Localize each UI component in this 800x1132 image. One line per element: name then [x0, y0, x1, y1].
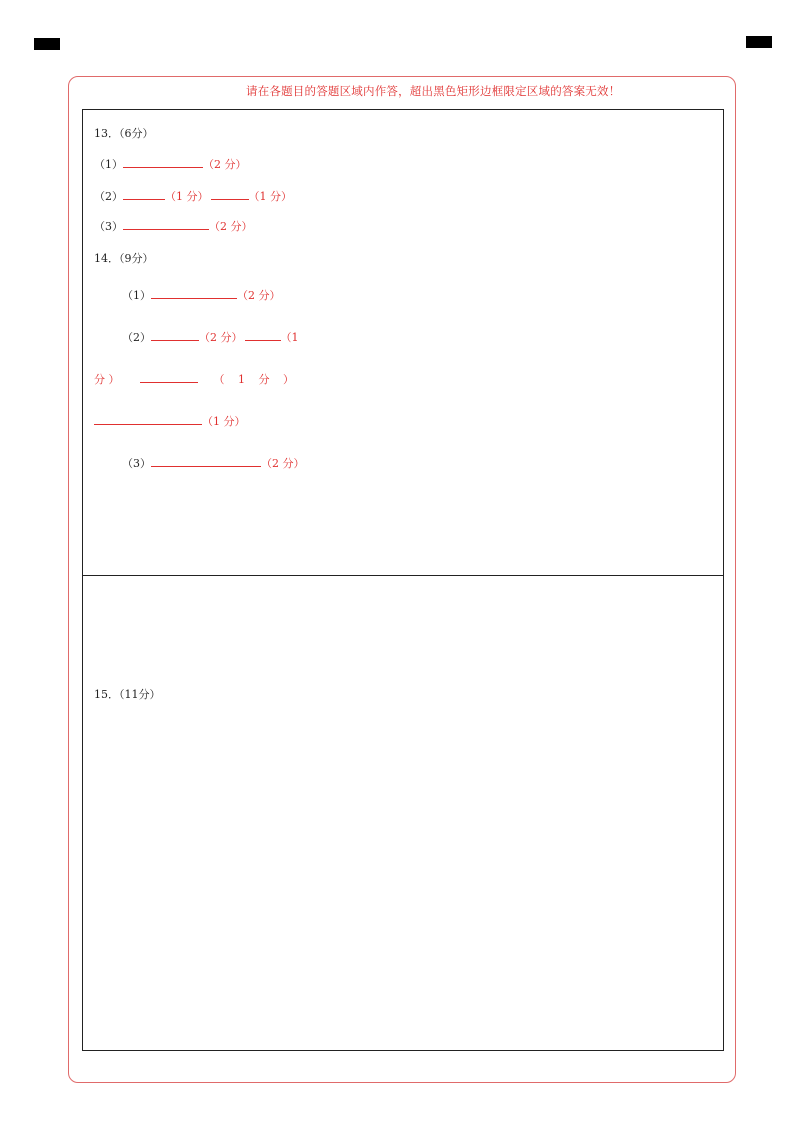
q13-part1-blank[interactable] — [123, 157, 203, 168]
q13-part3-label: （3） — [94, 220, 123, 233]
q13-part1-score: （2 分） — [203, 158, 247, 171]
q13-part1 — [94, 156, 247, 172]
registration-mark-right — [746, 36, 772, 48]
answer-area-notice: 请在各题目的答题区域内作答，超出黑色矩形边框限定区域的答案无效！ — [246, 84, 621, 98]
q14-part1 — [122, 287, 281, 303]
q14-part2-blank-d[interactable] — [94, 414, 202, 425]
q13-part2-blank-a[interactable] — [123, 189, 165, 200]
q14-part3 — [122, 455, 305, 471]
q14-part2 — [122, 329, 299, 345]
q14-part2-line3 — [94, 413, 246, 429]
q14-part2-cont-a: （1 — [280, 331, 299, 344]
q13-part3 — [94, 218, 253, 234]
q14-part3-label: （3） — [122, 457, 151, 470]
q14-part1-label: （1） — [122, 289, 151, 302]
q13-part3-blank[interactable] — [123, 219, 209, 230]
q13-part2-score-b: （1 分） — [248, 190, 292, 203]
q14-part1-blank[interactable] — [151, 288, 237, 299]
q13-part2 — [94, 188, 292, 204]
q14-part2-blank-c[interactable] — [140, 372, 198, 383]
answer-box-15 — [82, 575, 724, 1051]
q13-part2-score-a: （1 分） — [165, 190, 209, 203]
q14-part2-blank-b[interactable] — [245, 330, 281, 341]
q14-part2-score-c: （ 1 分 ） — [213, 373, 299, 386]
q14-header: 14．（9分） — [94, 252, 154, 265]
registration-mark-left — [34, 38, 60, 50]
q13-part1-label: （1） — [94, 158, 123, 171]
q13-part2-label: （2） — [94, 190, 123, 203]
q14-part3-score: （2 分） — [261, 457, 305, 470]
q13-part2-blank-b[interactable] — [211, 189, 249, 200]
q14-part1-score: （2 分） — [237, 289, 281, 302]
q14-part2-cont-b: 分 ） — [94, 373, 120, 386]
q13-header: 13．（6分） — [94, 127, 154, 140]
q14-part2-score-d: （1 分） — [202, 415, 246, 428]
q15-header: 15．（11分） — [94, 688, 161, 701]
q14-part2-label: （2） — [122, 331, 151, 344]
q14-part2-score-a: （2 分） — [199, 331, 243, 344]
q14-part2-line2 — [94, 371, 299, 387]
q14-part3-blank[interactable] — [151, 456, 261, 467]
q13-part3-score: （2 分） — [209, 220, 253, 233]
q14-part2-blank-a[interactable] — [151, 330, 199, 341]
